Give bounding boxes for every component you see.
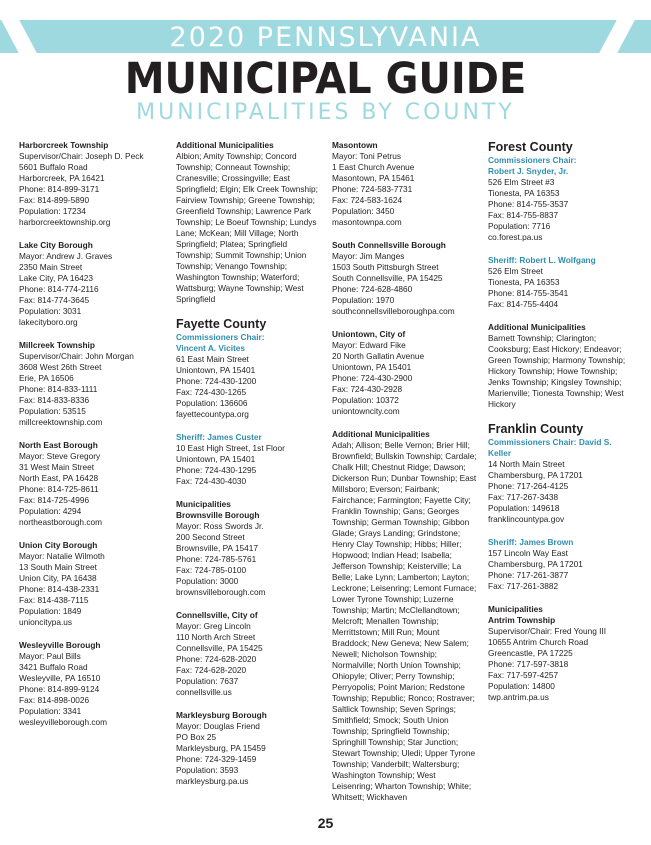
entry-line: 13 South Main Street	[19, 562, 97, 572]
entry-link: southconnellsvilleboroughpa.com	[332, 306, 455, 316]
entry-line: 3421 Buffalo Road	[19, 662, 88, 672]
entry-link: brownsvilleborough.com	[176, 587, 266, 597]
entry-link: masontownpa.com	[332, 217, 402, 227]
entry-line: Mayor: Ross Swords Jr.	[176, 521, 264, 531]
entry-line: Fax: 717-597-4257	[488, 670, 559, 680]
column-1	[19, 140, 161, 740]
column-2	[176, 140, 321, 799]
commissioners-label: Commissioners Chair: David S.	[488, 437, 612, 447]
entry-line: Population: 14800	[488, 681, 555, 691]
additional-municipalities	[332, 429, 477, 803]
entry-line: Fax: 724-628-2020	[176, 665, 247, 675]
entry-line: Mayor: Jim Manges	[332, 251, 405, 261]
entry-line: Population: 3593	[176, 765, 239, 775]
municipality-name: Markleysburg Borough	[176, 710, 267, 720]
municipality-entry	[332, 140, 477, 228]
entry-line: 31 West Main Street	[19, 462, 95, 472]
entry-line: North East, PA 16428	[19, 473, 99, 483]
page-number: 25	[317, 815, 334, 831]
entry-line: 14 North Main Street	[488, 459, 565, 469]
additional-municipalities	[488, 322, 633, 410]
entry-line: 2350 Main Street	[19, 262, 83, 272]
entry-line: Phone: 814-438-2331	[19, 584, 100, 594]
entry-line: Population: 10372	[332, 395, 399, 405]
entry-line: Mayor: Douglas Friend	[176, 721, 260, 731]
entry-line: Fax: 814-725-4996	[19, 495, 90, 505]
entry-line: Fax: 724-785-0100	[176, 565, 247, 575]
entry-line: Phone: 814-833-1111	[19, 384, 98, 394]
municipality-name: Millcreek Township	[19, 340, 95, 350]
county-heading: Franklin County	[488, 422, 584, 436]
municipality-entry	[176, 510, 321, 598]
entry-line: Uniontown, PA 15401	[332, 362, 412, 372]
entry-line: Phone: 717-597-3818	[488, 659, 569, 669]
sheriff-info	[488, 548, 633, 592]
entry-line: 10 East High Street, 1st Floor	[176, 443, 285, 453]
entry-line: Phone: 724-430-1200	[176, 376, 257, 386]
entry-line: Connellsville, PA 15425	[176, 643, 263, 653]
entry-line: Phone: 717-264-4125	[488, 481, 569, 491]
entry-line: Population: 3341	[19, 706, 82, 716]
municipality-list: Barnett Township; Clarington; Cooksburg; East Hickory; Endeavor; Green Township; Harmony Township; Hickory Township; Howe Township; Jenks Township; Kingsley Township; Marienville; Tionesta Township; West Hickory	[488, 333, 626, 409]
section-heading: Municipalities	[176, 499, 231, 509]
entry-line: 1 East Church Avenue	[332, 162, 415, 172]
municipality-entry	[176, 710, 321, 787]
entry-link: lakecityboro.org	[19, 317, 78, 327]
municipality-name: Union City Borough	[19, 540, 98, 550]
municipality-name: North East Borough	[19, 440, 98, 450]
entry-line: 526 Elm Street	[488, 266, 543, 276]
entry-line: Phone: 724-329-1459	[176, 754, 257, 764]
entry-line: Tionesta, PA 16353	[488, 277, 560, 287]
entry-line: Population: 149618	[488, 503, 560, 513]
sheriff-info	[488, 266, 633, 310]
entry-link: fayettecountypa.org	[176, 409, 249, 419]
entry-line: 1503 South Pittsburgh Street	[332, 262, 439, 272]
entry-line: Fax: 724-430-4030	[176, 476, 247, 486]
entry-line: Fax: 814-755-4404	[488, 299, 559, 309]
entry-line: Mayor: Paul Bills	[19, 651, 81, 661]
entry-line: Supervisor/Chair: Fred Young III	[488, 626, 607, 636]
entry-line: Supervisor/Chair: Joseph D. Peck	[19, 151, 144, 161]
entry-line: Fax: 724-430-2928	[332, 384, 403, 394]
entry-line: 20 North Gallatin Avenue	[332, 351, 425, 361]
entry-line: Fax: 717-267-3438	[488, 492, 559, 502]
entry-line: Uniontown, PA 15401	[176, 454, 256, 464]
municipality-name: Harborcreek Township	[19, 140, 109, 150]
entry-line: PO Box 25	[176, 732, 217, 742]
municipality-name: Uniontown, City of	[332, 329, 406, 339]
entry-link: co.forest.pa.us	[488, 232, 543, 242]
entry-line: Population: 53515	[19, 406, 86, 416]
county-heading: Fayette County	[176, 317, 267, 331]
entry-line: Mayor: Edward Fike	[332, 340, 406, 350]
entry-line: Population: 1849	[19, 606, 82, 616]
entry-line: 61 East Main Street	[176, 354, 249, 364]
municipality-entry	[19, 440, 161, 528]
municipality-entry	[19, 640, 161, 728]
entry-line: South Connellsville, PA 15425	[332, 273, 443, 283]
entry-line: Fax: 724-430-1265	[176, 387, 247, 397]
entry-line: Phone: 814-725-8611	[19, 484, 99, 494]
entry-line: Phone: 724-628-4860	[332, 284, 413, 294]
entry-line: 157 Lincoln Way East	[488, 548, 568, 558]
entry-line: Chambersburg, PA 17201	[488, 470, 583, 480]
entry-line: Fax: 814-899-5890	[19, 195, 90, 205]
municipality-name: South Connellsville Borough	[332, 240, 446, 250]
municipality-entry	[488, 615, 633, 703]
municipality-entry	[19, 540, 161, 628]
entry-line: Wesleyville, PA 16510	[19, 673, 101, 683]
entry-line: Phone: 724-583-7731	[332, 184, 413, 194]
commissioners-name: Vincent A. Vicites	[176, 343, 246, 353]
entry-line: Supervisor/Chair: John Morgan	[19, 351, 134, 361]
entry-line: 10655 Antrim Church Road	[488, 637, 589, 647]
entry-line: Phone: 724-628-2020	[176, 654, 257, 664]
section-heading: Additional Municipalities	[488, 322, 586, 332]
county-info	[176, 354, 321, 420]
entry-line: Phone: 724-430-2900	[332, 373, 413, 383]
entry-line: Markleysburg, PA 15459	[176, 743, 266, 753]
entry-link: wesleyvilleborough.com	[19, 717, 108, 727]
commissioners-name: Keller	[488, 448, 512, 458]
municipality-name: Connellsville, City of	[176, 610, 258, 620]
county-heading: Forest County	[488, 140, 573, 154]
entry-link: markleysburg.pa.us	[176, 776, 249, 786]
sheriff-heading: Sheriff: James Brown	[488, 537, 574, 547]
entry-link: connellsville.us	[176, 687, 232, 697]
entry-line: Fax: 814-438-7115	[19, 595, 89, 605]
commissioners-name: Robert J. Snyder, Jr.	[488, 166, 569, 176]
entry-link: twp.antrim.pa.us	[488, 692, 549, 702]
entry-link: millcreektownship.com	[19, 417, 103, 427]
municipality-entry	[19, 340, 161, 428]
entry-line: Union City, PA 16438	[19, 573, 97, 583]
entry-line: Greencastle, PA 17225	[488, 648, 573, 658]
entry-link: unioncitypa.us	[19, 617, 73, 627]
entry-line: Mayor: Greg Lincoln	[176, 621, 251, 631]
municipality-name: Lake City Borough	[19, 240, 93, 250]
municipality-name: Antrim Township	[488, 615, 556, 625]
section-heading: Additional Municipalities	[176, 140, 274, 150]
entry-line: Uniontown, PA 15401	[176, 365, 256, 375]
sheriff-heading: Sheriff: James Custer	[176, 432, 262, 442]
entry-line: Population: 17234	[19, 206, 86, 216]
county-info	[488, 459, 633, 525]
entry-line: Mayor: Toni Petrus	[332, 151, 402, 161]
entry-line: Fax: 717-261-3882	[488, 581, 559, 591]
entry-line: Chambersburg, PA 17201	[488, 559, 583, 569]
municipality-list: Albion; Amity Township; Concord Township; Conneaut Township; Cranesville; Crossingville; East Springfield; Elgin; Elk Creek Township; Fairview Township; Greene Township; Greenfield Township; Lawrence Park Township; Le Boeuf Township; Lundys Lane; McKean; Mill Village; North Springfield; Platea; Springfield Township; Summit Township; Union Township; Venango Township; Washington Township; Waterford; Wattsburg; Wayne Township; West Springfield	[176, 151, 318, 304]
entry-link: uniontowncity.com	[332, 406, 400, 416]
entry-line: Population: 4294	[19, 506, 82, 516]
municipality-entry	[19, 140, 161, 228]
municipality-name: Brownsville Borough	[176, 510, 260, 520]
commissioners-label: Commissioners Chair:	[488, 155, 577, 165]
entry-line: Population: 3450	[332, 206, 395, 216]
additional-municipalities	[176, 140, 321, 305]
county-info	[488, 177, 633, 243]
entry-line: Population: 1970	[332, 295, 395, 305]
entry-line: Brownsville, PA 15417	[176, 543, 258, 553]
entry-line: Harborcreek, PA 16421	[19, 173, 105, 183]
entry-line: 200 Second Street	[176, 532, 245, 542]
sheriff-info	[176, 443, 321, 487]
entry-line: Phone: 814-755-3537	[488, 199, 569, 209]
municipality-list: Adah; Allison; Belle Vernon; Brier Hill; Brownfield; Bullskin Township; Cardale; Chalk Hill; Chestnut Ridge; Dawson; Dickerson Run; Dunbar Township; East Millsboro; Everson; Fairbank; Fairchance; Farmington; Fayette City; Franklin Township; Gans; Georges Township; German Township; Gibbon Glade; Grays Landing; Grindstone; Henry Clay Township; Hibbs; Hiller; Hopwood; Indian Head; Isabella; Jefferson Township; Keisterville; La Belle; Lake Lynn; Lamberton; Layton; Leckrone; Leisenring; Lemont Furnace; Lower Tyrone Township; Luzerne Township; Martin; McClellandtown; Melcroft; Menallen Township; Merrittstown; Mill Run; Mount Braddock; New Geneva; New Salem; Newell; Nicholson Township; Normalville; North Union Township; Ohiopyle; Oliver; Perry Township; Perryopolis; Point Marion; Redstone Township; Republic; Ronco; Rostraver; Saltlick Township; Seven Springs; Smithfield; Smock; South Union Township; Springfield Township; Springhill Township; Star Junction; Stewart Township; Uledi; Upper Tyrone Township; Vanderbilt; Waltersburg; Washington Township; West Leisenring; Wharton Township; White; Whitsett; Wickhaven	[332, 440, 477, 802]
municipality-entry	[176, 610, 321, 698]
entry-line: Phone: 724-430-1295	[176, 465, 257, 475]
municipality-entry	[19, 240, 161, 328]
entry-line: Tionesta, PA 16353	[488, 188, 560, 198]
entry-line: Phone: 814-774-2116	[19, 284, 99, 294]
entry-line: Mayor: Andrew J. Graves	[19, 251, 113, 261]
entry-line: Population: 7637	[176, 676, 239, 686]
entry-line: Population: 7716	[488, 221, 551, 231]
entry-line: Lake City, PA 16423	[19, 273, 93, 283]
entry-line: Erie, PA 16506	[19, 373, 74, 383]
entry-line: Masontown, PA 15461	[332, 173, 415, 183]
entry-line: Phone: 724-785-5761	[176, 554, 257, 564]
entry-link: northeastborough.com	[19, 517, 103, 527]
banner-title: 2020 PENNSLYVANIA	[169, 22, 482, 53]
entry-line: Fax: 724-583-1624	[332, 195, 403, 205]
entry-line: Population: 136606	[176, 398, 248, 408]
entry-line: Phone: 814-899-3171	[19, 184, 100, 194]
page-subtitle: MUNICIPALITIES BY COUNTY	[136, 100, 515, 125]
entry-line: Mayor: Natalie Wilmoth	[19, 551, 105, 561]
entry-line: 5601 Buffalo Road	[19, 162, 88, 172]
entry-line: Fax: 814-833-8336	[19, 395, 90, 405]
entry-link: franklincountypa.gov	[488, 514, 565, 524]
entry-line: Population: 3000	[176, 576, 239, 586]
entry-line: Mayor: Steve Gregory	[19, 451, 101, 461]
municipality-entry	[332, 329, 477, 417]
sheriff-heading: Sheriff: Robert L. Wolfgang	[488, 255, 596, 265]
entry-line: Phone: 717-261-3877	[488, 570, 569, 580]
commissioners-label: Commissioners Chair:	[176, 332, 265, 342]
entry-link: harborcreektownship.org	[19, 217, 111, 227]
entry-line: Phone: 814-755-3541	[488, 288, 569, 298]
entry-line: Fax: 814-898-0026	[19, 695, 90, 705]
entry-line: 3608 West 26th Street	[19, 362, 102, 372]
municipality-name: Wesleyville Borough	[19, 640, 101, 650]
column-4	[488, 140, 633, 715]
municipality-entry	[332, 240, 477, 317]
section-heading: Municipalities	[488, 604, 543, 614]
entry-line: Fax: 814-774-3645	[19, 295, 90, 305]
entry-line: Fax: 814-755-8837	[488, 210, 559, 220]
entry-line: Population: 3031	[19, 306, 82, 316]
section-heading: Additional Municipalities	[332, 429, 430, 439]
entry-line: 110 North Arch Street	[176, 632, 256, 642]
entry-line: Phone: 814-899-9124	[19, 684, 100, 694]
municipality-name: Masontown	[332, 140, 378, 150]
page-title: MUNICIPAL GUIDE	[124, 54, 527, 104]
column-3	[332, 140, 477, 815]
entry-line: 526 Elm Street #3	[488, 177, 555, 187]
